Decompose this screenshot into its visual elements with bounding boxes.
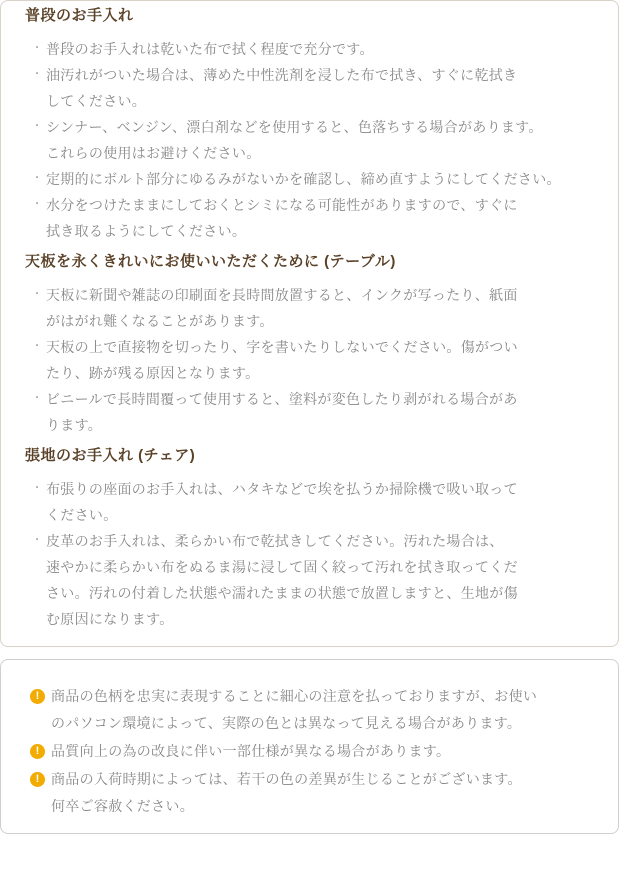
care-item-text xyxy=(46,386,518,438)
care-item-text xyxy=(46,528,518,632)
bullet-icon: ・ xyxy=(32,393,42,404)
bullet-icon: ・ xyxy=(32,121,42,132)
notes-list xyxy=(30,683,606,820)
care-item xyxy=(25,192,604,244)
care-item-text xyxy=(46,114,543,166)
care-item-text xyxy=(46,166,561,192)
care-item-line: 拭き取るようにしてください。 xyxy=(46,223,247,239)
care-item-line: 天板の上で直接物を切ったり、字を書いたりしないでください。傷がつい xyxy=(46,339,518,355)
bullet-icon: ・ xyxy=(32,341,42,352)
bullet-icon: ・ xyxy=(32,535,42,546)
care-item-text xyxy=(46,192,518,244)
care-item-text xyxy=(46,476,518,528)
bullet-icon: ・ xyxy=(32,173,42,184)
care-item-line: 皮革のお手入れは、柔らかい布で乾拭きしてください。汚れた場合は、 xyxy=(46,533,504,549)
care-item xyxy=(25,36,604,62)
care-item-line: 油汚れがついた場合は、薄めた中性洗剤を浸した布で拭き、すぐに乾拭き xyxy=(46,67,518,83)
section-title: 張地のお手入れ (チェア) xyxy=(25,447,196,464)
care-item-line: 布張りの座面のお手入れは、ハタキなどで埃を払うか掃除機で吸い取って xyxy=(46,481,518,497)
care-item-line: がはがれ難くなることがあります。 xyxy=(46,313,274,329)
note-line: 品質向上の為の改良に伴い一部仕様が異なる場合があります。 xyxy=(51,743,451,759)
care-item-line: 水分をつけたままにしておくとシミになる可能性がありますので、すぐに xyxy=(46,197,518,213)
note-text xyxy=(51,683,537,737)
bullet-icon: ・ xyxy=(32,289,42,300)
care-item-line: シンナー、ベンジン、漂白剤などを使用すると、色落ちする場合があります。 xyxy=(46,119,543,135)
note-line: 商品の入荷時期によっては、若干の色の差異が生じることがございます。 xyxy=(51,771,522,787)
section-title: 普段のお手入れ xyxy=(25,7,134,24)
care-item-line: ビニールで長時間覆って使用すると、塗料が変色したり剥がれる場合があ xyxy=(46,391,518,407)
note-item xyxy=(30,738,606,765)
care-section xyxy=(25,446,604,632)
care-section xyxy=(25,252,604,438)
note-item xyxy=(30,766,606,820)
care-item-line: してください。 xyxy=(46,93,147,109)
care-item xyxy=(25,62,604,114)
care-item-line: 定期的にボルト部分にゆるみがないかを確認し、締め直すようにしてください。 xyxy=(46,171,561,187)
care-item xyxy=(25,166,604,192)
care-item-text xyxy=(46,334,518,386)
care-item-text xyxy=(46,62,517,114)
note-line: 何卒ご容赦ください。 xyxy=(51,798,194,814)
note-item xyxy=(30,683,606,737)
exclamation-icon: ! xyxy=(30,744,45,759)
note-text xyxy=(51,738,450,765)
care-item-line: ください。 xyxy=(46,507,118,523)
note-line: のパソコン環境によって、実際の色とは異なって見える場合があります。 xyxy=(51,715,522,731)
care-item-text xyxy=(46,282,518,334)
care-item-line: 普段のお手入れは乾いた布で拭く程度で充分です。 xyxy=(46,41,374,57)
care-item-line: さい。汚れの付着した状態や濡れたままの状態で放置しますと、生地が傷 xyxy=(46,585,518,601)
care-item xyxy=(25,334,604,386)
care-item-line: む原因になります。 xyxy=(46,611,174,627)
care-item xyxy=(25,528,604,632)
bullet-icon: ・ xyxy=(32,199,42,210)
care-item xyxy=(25,282,604,334)
bullet-icon: ・ xyxy=(32,43,42,54)
care-item-text xyxy=(46,36,374,62)
care-item-line: これらの使用はお避けください。 xyxy=(46,145,261,161)
care-item xyxy=(25,476,604,528)
bullet-icon: ・ xyxy=(32,69,42,80)
care-sections xyxy=(25,6,604,632)
care-item xyxy=(25,114,604,166)
exclamation-icon: ! xyxy=(30,772,45,787)
exclamation-icon: ! xyxy=(30,689,45,704)
care-item-line: たり、跡が残る原因となります。 xyxy=(46,365,260,381)
care-section xyxy=(25,6,604,244)
product-notes-box xyxy=(0,659,619,834)
note-line: 商品の色柄を忠実に表現することに細心の注意を払っておりますが、お使い xyxy=(51,688,538,704)
section-title: 天板を永くきれいにお使いいただくために (テーブル) xyxy=(25,253,396,270)
care-item-line: ります。 xyxy=(46,417,103,433)
bullet-icon: ・ xyxy=(32,483,42,494)
care-item-line: 天板に新聞や雑誌の印刷面を長時間放置すると、インクが写ったり、紙面 xyxy=(46,287,518,303)
note-text xyxy=(51,766,522,820)
care-item xyxy=(25,386,604,438)
care-item-line: 速やかに柔らかい布をぬるま湯に浸して固く絞って汚れを拭き取ってくだ xyxy=(46,559,518,575)
